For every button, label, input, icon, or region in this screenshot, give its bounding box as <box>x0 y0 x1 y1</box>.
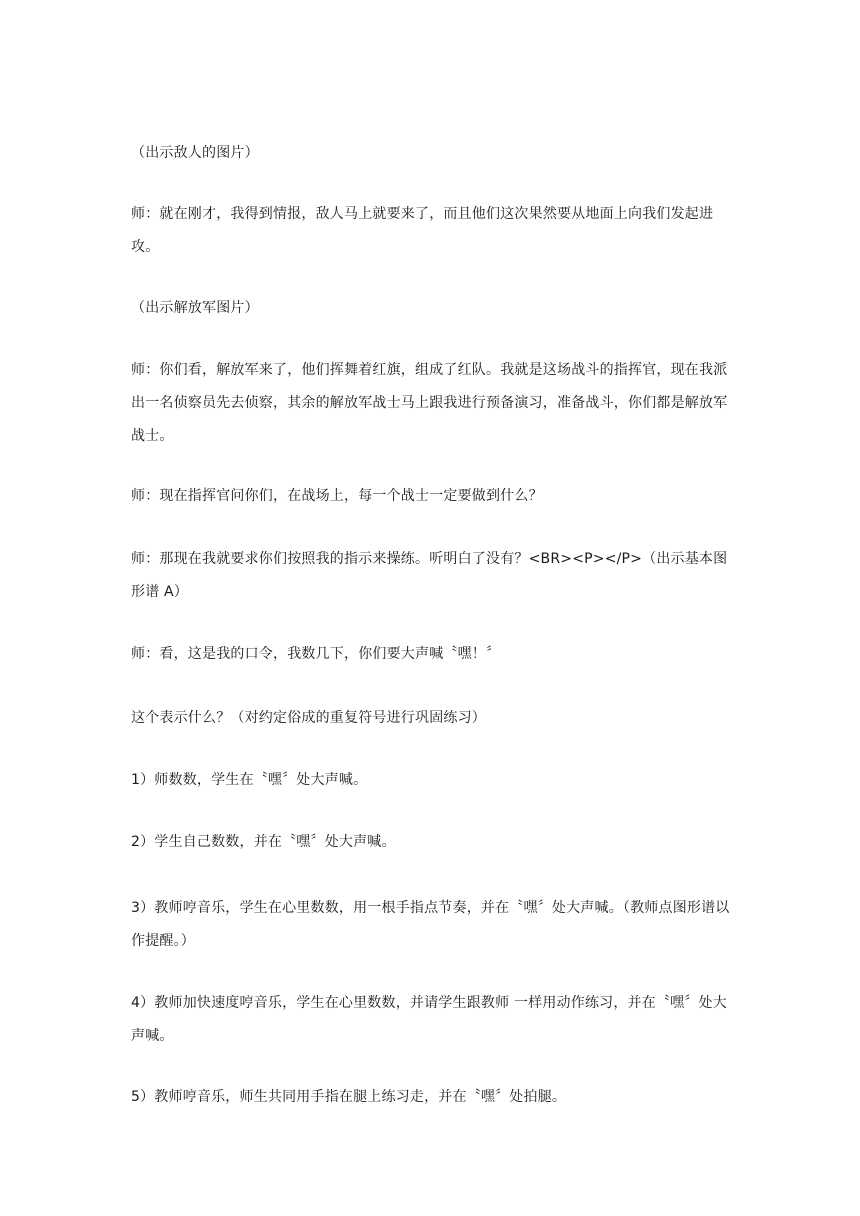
paragraph-1: （出示敌人的图片） <box>131 145 259 161</box>
paragraph-10: 2）学生自己数数，并在〝嘿〞处大声喊。 <box>131 834 396 850</box>
paragraph-3: （出示解放军图片） <box>131 300 259 316</box>
paragraph-8: 这个表示什么？（对约定俗成的重复符号进行巩固练习） <box>131 710 486 726</box>
paragraph-4: 师：你们看，解放军来了，他们挥舞着红旗，组成了红队。我就是这场战斗的指挥官，现在我派出一名侦察员先去侦察，其余的解放军战士马上跟我进行预备演习，准备战斗，你们都是解放军战士。 <box>131 362 728 444</box>
paragraph-9: 1）师数数，学生在〝嘿〞处大声喊。 <box>131 772 368 788</box>
paragraph-2: 师：就在刚才，我得到情报，敌人马上就要来了，而且他们这次果然要从地面上向我们发起进攻。 <box>131 206 714 255</box>
paragraph-13: 5）教师哼音乐，师生共同用手指在腿上练习走，并在〝嘿〞处拍腿。 <box>131 1089 567 1105</box>
paragraph-5: 师：现在指挥官问你们，在战场上，每一个战士一定要做到什么？ <box>131 488 543 504</box>
paragraph-7: 师：看，这是我的口令，我数几下，你们要大声喊〝嘿！〞 <box>131 646 501 662</box>
paragraph-11: 3）教师哼音乐，学生在心里数数，用一根手指点节奏，并在〝嘿〞处大声喊。（教师点图形谱以作提醒。） <box>131 900 730 949</box>
paragraph-12: 4）教师加快速度哼音乐，学生在心里数数，并请学生跟教师 一样用动作练习，并在〝嘿〞处大声喊。 <box>131 995 727 1044</box>
paragraph-6: 师：那现在我就要求你们按照我的指示来操练。听明白了没有？<BR><P></P>（出示基本图形谱 A） <box>131 551 728 600</box>
